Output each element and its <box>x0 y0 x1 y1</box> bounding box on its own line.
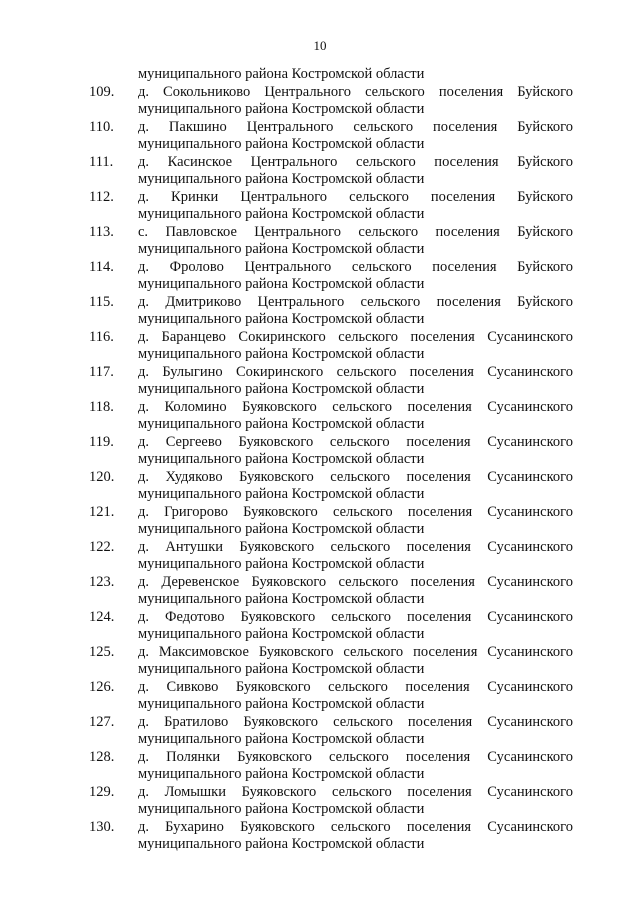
entry-text-line1: д. Пакшино Центрального сельского поселения Буйского <box>138 119 573 135</box>
entry-text-line2: муниципального района Костромской области <box>138 381 425 397</box>
entry-text-line1: д. Булыгино Сокиринского сельского поселения Сусанинского <box>138 364 573 380</box>
entry-number: 129. <box>89 784 115 800</box>
entry-number: 110. <box>89 119 114 135</box>
entry-text-line1: д. Коломино Буяковского сельского поселения Сусанинского <box>138 399 573 415</box>
entry-number: 115. <box>89 294 114 310</box>
entry-number: 123. <box>89 574 115 590</box>
entry-number: 113. <box>89 224 114 240</box>
entry-text-line2: муниципального района Костромской области <box>138 101 425 117</box>
list-item <box>0 364 640 399</box>
entry-text-line2: муниципального района Костромской области <box>138 801 425 817</box>
list-item <box>0 119 640 154</box>
entry-text-line2: муниципального района Костромской области <box>138 206 425 222</box>
list-item <box>0 679 640 714</box>
list-item <box>0 329 640 364</box>
entry-number: 112. <box>89 189 114 205</box>
entry-text-line2: муниципального района Костромской области <box>138 486 425 502</box>
list-item <box>0 819 640 854</box>
list-item <box>0 189 640 224</box>
entry-number: 120. <box>89 469 115 485</box>
entry-number: 127. <box>89 714 115 730</box>
entry-text-line2: муниципального района Костромской области <box>138 241 425 257</box>
entry-text-line1: д. Сокольниково Центрального сельского поселения Буйского <box>138 84 573 100</box>
entry-text-line2: муниципального района Костромской области <box>138 731 425 747</box>
entry-text-line2: муниципального района Костромской области <box>138 836 425 852</box>
list-item <box>0 434 640 469</box>
entry-text-line2: муниципального района Костромской области <box>138 626 425 642</box>
entry-list <box>0 84 640 854</box>
entry-number: 109. <box>89 84 115 100</box>
entry-text-line2: муниципального района Костромской области <box>138 696 425 712</box>
entry-text-line2: муниципального района Костромской области <box>138 171 425 187</box>
entry-number: 119. <box>89 434 114 450</box>
entry-text-line1: д. Фролово Центрального сельского поселения Буйского <box>138 259 573 275</box>
entry-number: 114. <box>89 259 114 275</box>
entry-number: 126. <box>89 679 115 695</box>
entry-text-line2: муниципального района Костромской области <box>138 346 425 362</box>
entry-text-line1: д. Баранцево Сокиринского сельского поселения Сусанинского <box>138 329 573 345</box>
entry-text-line1: д. Григорово Буяковского сельского поселения Сусанинского <box>138 504 573 520</box>
entry-text-line2: муниципального района Костромской области <box>138 276 425 292</box>
entry-text-line1: д. Касинское Центрального сельского поселения Буйского <box>138 154 573 170</box>
entry-text-line1: д. Кринки Центрального сельского поселения Буйского <box>138 189 573 205</box>
entry-text-line1: д. Федотово Буяковского сельского поселения Сусанинского <box>138 609 573 625</box>
list-item <box>0 609 640 644</box>
entry-text-line1: д. Ломышки Буяковского сельского поселения Сусанинского <box>138 784 573 800</box>
entry-text-line2: муниципального района Костромской области <box>138 766 425 782</box>
list-item <box>0 224 640 259</box>
entry-text-line2: муниципального района Костромской области <box>138 661 425 677</box>
list-item <box>0 294 640 329</box>
list-item <box>0 259 640 294</box>
entry-number: 130. <box>89 819 115 835</box>
entry-text-line1: д. Бухарино Буяковского сельского поселения Сусанинского <box>138 819 573 835</box>
entry-text-line1: д. Дмитриково Центрального сельского поселения Буйского <box>138 294 573 310</box>
list-item <box>0 749 640 784</box>
list-item <box>0 154 640 189</box>
entry-number: 117. <box>89 364 114 380</box>
entry-number: 111. <box>89 154 114 170</box>
list-item <box>0 469 640 504</box>
entry-text-line2: муниципального района Костромской области <box>138 311 425 327</box>
entry-text-line2: муниципального района Костромской области <box>138 521 425 537</box>
entry-text-line1: д. Максимовское Буяковского сельского поселения Сусанинского <box>138 644 573 660</box>
entry-number: 116. <box>89 329 114 345</box>
entry-number: 118. <box>89 399 114 415</box>
entry-text-line2: муниципального района Костромской области <box>138 136 425 152</box>
entry-text-line2: муниципального района Костромской области <box>138 416 425 432</box>
entry-text-line2: муниципального района Костромской области <box>138 556 425 572</box>
list-item <box>0 574 640 609</box>
entry-text-line1: д. Антушки Буяковского сельского поселения Сусанинского <box>138 539 573 555</box>
list-item <box>0 714 640 749</box>
list-item <box>0 784 640 819</box>
continuation-text: муниципального района Костромской области <box>138 66 425 82</box>
list-item <box>0 539 640 574</box>
list-item <box>0 504 640 539</box>
list-item <box>0 84 640 119</box>
entry-text-line1: д. Худяково Буяковского сельского поселения Сусанинского <box>138 469 573 485</box>
entry-number: 121. <box>89 504 115 520</box>
entry-text-line2: муниципального района Костромской области <box>138 451 425 467</box>
page-number: 10 <box>313 38 327 53</box>
entry-text-line2: муниципального района Костромской области <box>138 591 425 607</box>
entry-number: 124. <box>89 609 115 625</box>
entry-number: 122. <box>89 539 115 555</box>
entry-number: 128. <box>89 749 115 765</box>
entry-text-line1: д. Сергеево Буяковского сельского поселения Сусанинского <box>138 434 573 450</box>
entry-number: 125. <box>89 644 115 660</box>
entry-text-line1: д. Братилово Буяковского сельского поселения Сусанинского <box>138 714 573 730</box>
entry-text-line1: д. Сивково Буяковского сельского поселения Сусанинского <box>138 679 573 695</box>
entry-text-line1: с. Павловское Центрального сельского поселения Буйского <box>138 224 573 240</box>
entry-text-line1: д. Полянки Буяковского сельского поселения Сусанинского <box>138 749 573 765</box>
entry-text-line1: д. Деревенское Буяковского сельского поселения Сусанинского <box>138 574 573 590</box>
list-item <box>0 644 640 679</box>
list-item <box>0 399 640 434</box>
